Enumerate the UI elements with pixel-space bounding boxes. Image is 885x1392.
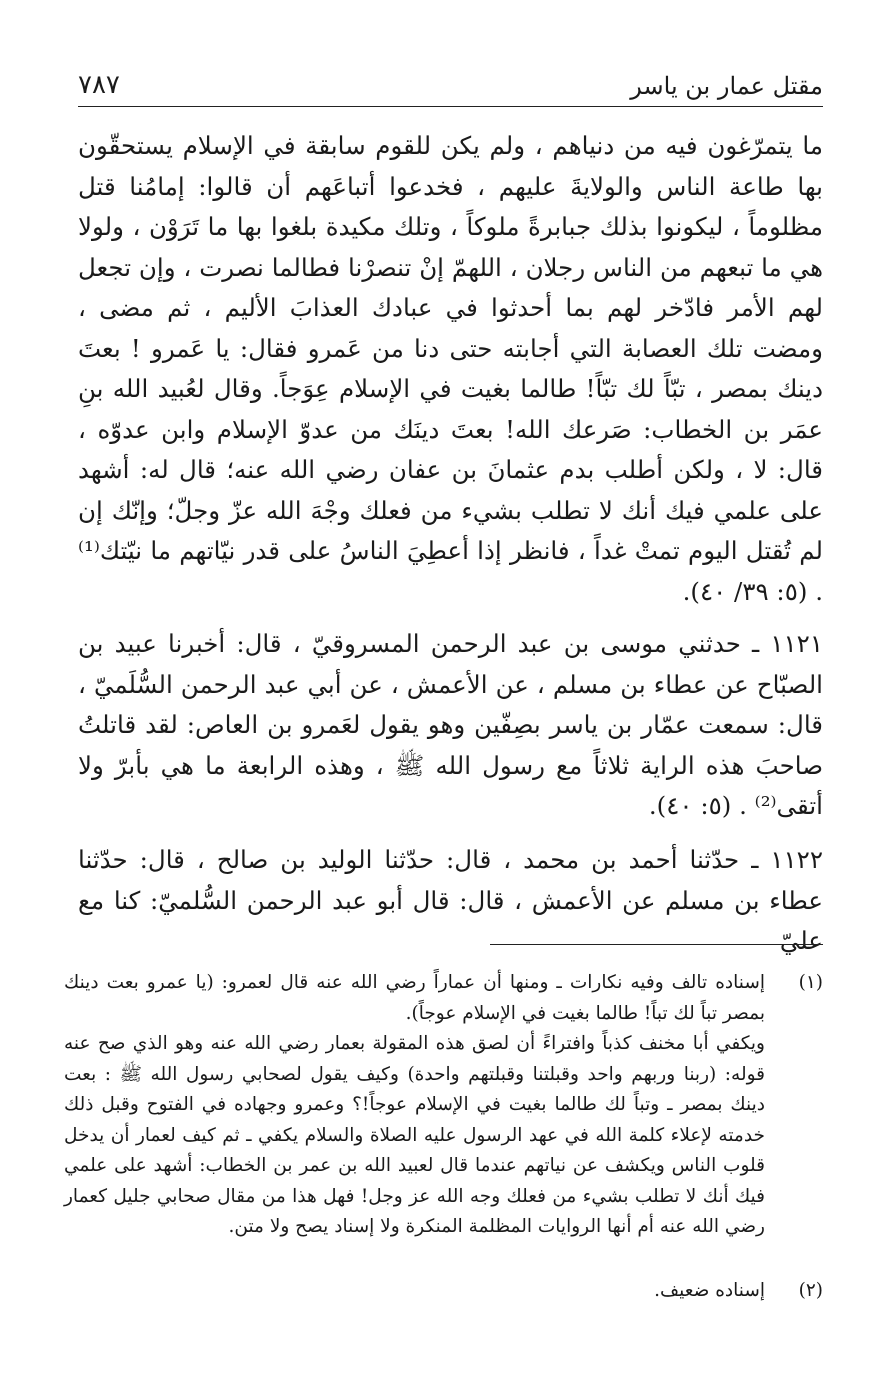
page-header (78, 62, 823, 107)
footnote-line: ويكفي أبا مخنف كذباً وافتراءً أن لصق هذه المقولة بعمار رضي الله عنه وهو الذي صح عنه قوله: (ربنا وربهم واحد وقبلتنا وقبلتهم واحدة) وكيف يقول لصحابي رسول الله ﷺ : بعت دينك بمصر ـ وتباً لك طالما بغيت في الإسلام عوجاً!؟ وعمرو وجهاده في الفتوح وقبل ذلك خدمته لإعلاء كلمة الله في عهد الرسول عليه الصلاة والسلام يكفي ـ ثم كيف لعمار أن يدخل قلوب الناس ويكشف عن نياتهم عندما قال لعبيد الله بن عمر بن الخطاب: أشهد على علمي فيك أنك لا تطلب بشيء من فعلك وجه الله عز وجل! فهل هذا من مقال صحابي جليل كعمار رضي الله عنه أم أنها الروايات المظلمة المنكرة ولا إسناد يصح ولا متن. (64, 1033, 765, 1237)
footnote-line: إسناده تالف وفيه نكارات ـ ومنها أن عماراً رضي الله عنه قال لعمرو: (يا عمرو بعت دينك بمصر تباً لك تباً! طالما بغيت في الإسلام عوجاً). (64, 972, 765, 1024)
page-number: ٧٨٧ (78, 70, 120, 100)
footnote-divider (490, 944, 823, 945)
paragraph-report-1122: ١١٢٢ ـ حدّثنا أحمد بن محمد ، قال: حدّثنا الوليد بن صالح ، قال: حدّثنا عطاء بن مسلم عن الأعمش ، قال: قال أبو عبد الرحمن السُّلميّ: كنا مع عليّ (78, 845, 823, 955)
paragraph-report-1121: ١١٢١ ـ حدثني موسى بن عبد الرحمن المسروقيّ ، قال: أخبرنا عبيد بن الصبّاح عن عطاء بن مسلم ، عن الأعمش ، عن أبي عبد الرحمن السُّلَميّ ، قال: سمعت عمّار بن ياسر بصِفّين وهو يقول لعَمرو بن العاص: لقد قاتلتُ صاحبَ هذه الراية ثلاثاً مع رسول الله ﷺ ، وهذه الرابعة ما هي بأبرّ ولا أتقى⁽²⁾ . (٥: ٤٠). (78, 629, 823, 820)
footnote-2 (64, 1276, 823, 1307)
footnote-text (64, 968, 765, 1243)
footnote-marker: (١) (798, 972, 823, 993)
main-text (78, 126, 823, 955)
footnote-text (64, 1276, 765, 1307)
running-title: مقتل عمار بن ياسر (630, 72, 823, 100)
footnote-1 (64, 968, 823, 1274)
footnote-marker: (٢) (798, 1280, 823, 1301)
footnote-line: إسناده ضعيف. (654, 1280, 765, 1301)
paragraph-narrative: ما يتمرّغون فيه من دنياهم ، ولم يكن للقوم سابقة في الإسلام يستحقّون بها طاعة الناس والولايةَ عليهم ، فخدعوا أتباعَهم أن قالوا: إمامُنا قتل مظلوماً ، ليكونوا بذلك جبابرةً ملوكاً ، وتلك مكيدة بلغوا بها ما تَرَوْن ، ولولا هي ما تبعهم من الناس رجلان ، اللهمّ إنْ تنصرْنا فطالما نصرت ، وإن تجعل لهم الأمر فادّخر لهم بما أحدثوا في عبادك العذابَ الأليم ، ثم مضى ، ومضت تلك العصابة التي أجابته حتى دنا من عَمرو فقال: يا عَمرو ! بعتَ دينك بمصر ، تبّاً لك تبّاً! طالما بغيت في الإسلام عِوَجاً. وقال لعُبيد الله بنِ عمَر بن الخطاب: صَرعك الله! بعتَ دينَك من عدوّ الإسلام وابن عدوّه ، قال: لا ، ولكن أطلب بدم عثمانَ بن عفان رضي الله عنه؛ قال له: أشهد على علمي فيك أنك لا تطلب بشيء من فعلك وجْهَ الله عزّ وجلّ؛ وإنّك إن لم تُقتل اليوم تمتْ غداً ، فانظر إذا أعطِيَ الناسُ على قدر نيّاتهم ما نيّتك⁽¹⁾ . (٥: ٣٩/ ٤٠). (78, 131, 823, 606)
footnotes (64, 968, 823, 1307)
